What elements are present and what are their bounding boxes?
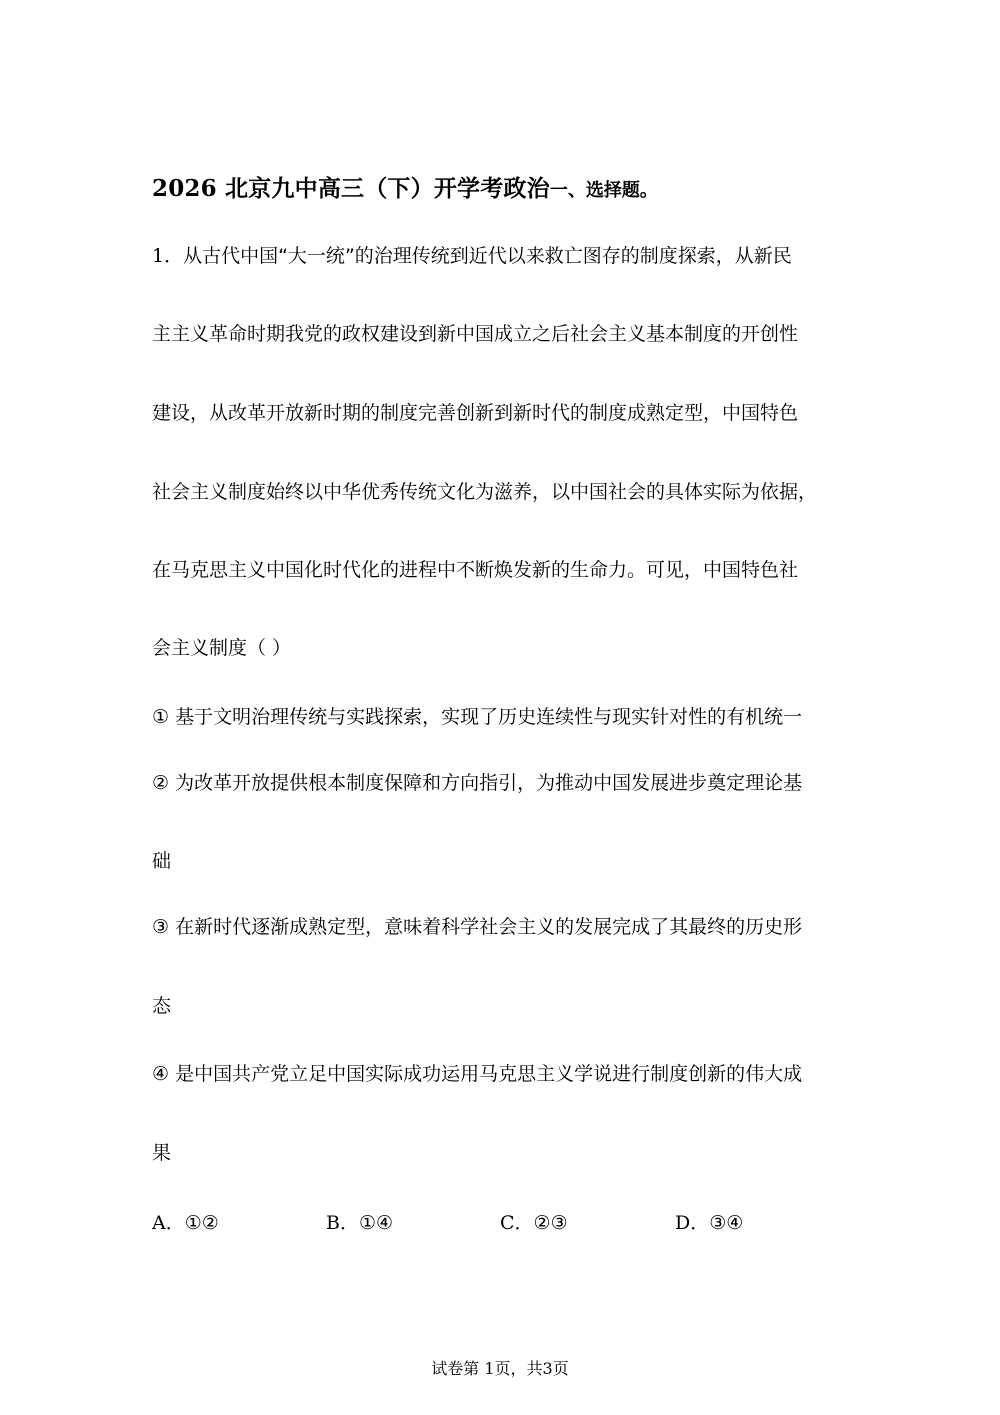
statement-1: ① 基于文明治理传统与实践探索，实现了历史连续性与现实针对性的有机统一 — [152, 706, 803, 728]
option-value: ①② — [184, 1212, 219, 1234]
statement-3: ③ 在新时代逐渐成熟定型，意味着科学社会主义的发展完成了其最终的历史形 — [152, 916, 803, 938]
option-d[interactable] — [675, 1208, 743, 1235]
section-heading: 一、选择题。 — [549, 180, 658, 201]
option-b[interactable] — [326, 1208, 393, 1235]
option-value: ③④ — [709, 1212, 744, 1234]
question-stem-line — [152, 244, 792, 268]
question-number: 1． — [152, 245, 184, 267]
question-stem-line: 在马克思主义中国化时代化的进程中不断焕发新的生命力。可见，中国特色社 — [152, 559, 799, 581]
option-letter: A． — [152, 1212, 185, 1234]
answer-options — [152, 1208, 852, 1234]
statement-4: ④ 是中国共产党立足中国实际成功运用马克思主义学说进行制度创新的伟大成 — [152, 1063, 803, 1085]
option-letter: B． — [326, 1212, 359, 1234]
question-stem-line: 主主义革命时期我党的政权建设到新中国成立之后社会主义基本制度的开创性 — [152, 323, 799, 345]
option-c[interactable] — [500, 1208, 568, 1235]
page-footer: 试卷第 1页，共3页 — [431, 1359, 569, 1378]
question-stem-text: 从古代中国“大一统”的治理传统到近代以来救亡图存的制度探索，从新民 — [183, 245, 792, 267]
statement-4-continuation: 果 — [152, 1142, 172, 1164]
question-stem-line: 建设，从改革开放新时期的制度完善创新到新时代的制度成熟定型，中国特色 — [152, 402, 799, 424]
statement-3-continuation: 态 — [152, 995, 172, 1017]
question-stem-line: 会主义制度（ ） — [152, 637, 292, 659]
statement-2: ② 为改革开放提供根本制度保障和方向指引，为推动中国发展进步奠定理论基 — [152, 772, 803, 794]
option-value: ②③ — [533, 1212, 568, 1234]
question-stem-line: 社会主义制度始终以中华优秀传统文化为滋养，以中国社会的具体实际为依据， — [152, 481, 818, 503]
option-a[interactable] — [152, 1208, 219, 1235]
option-letter: C． — [500, 1212, 534, 1234]
option-letter: D． — [675, 1212, 710, 1234]
statement-2-continuation: 础 — [152, 850, 172, 872]
page-title — [152, 170, 658, 203]
exam-title: 2026 北京九中高三（下）开学考政治 — [152, 175, 550, 202]
option-value: ①④ — [358, 1212, 394, 1234]
